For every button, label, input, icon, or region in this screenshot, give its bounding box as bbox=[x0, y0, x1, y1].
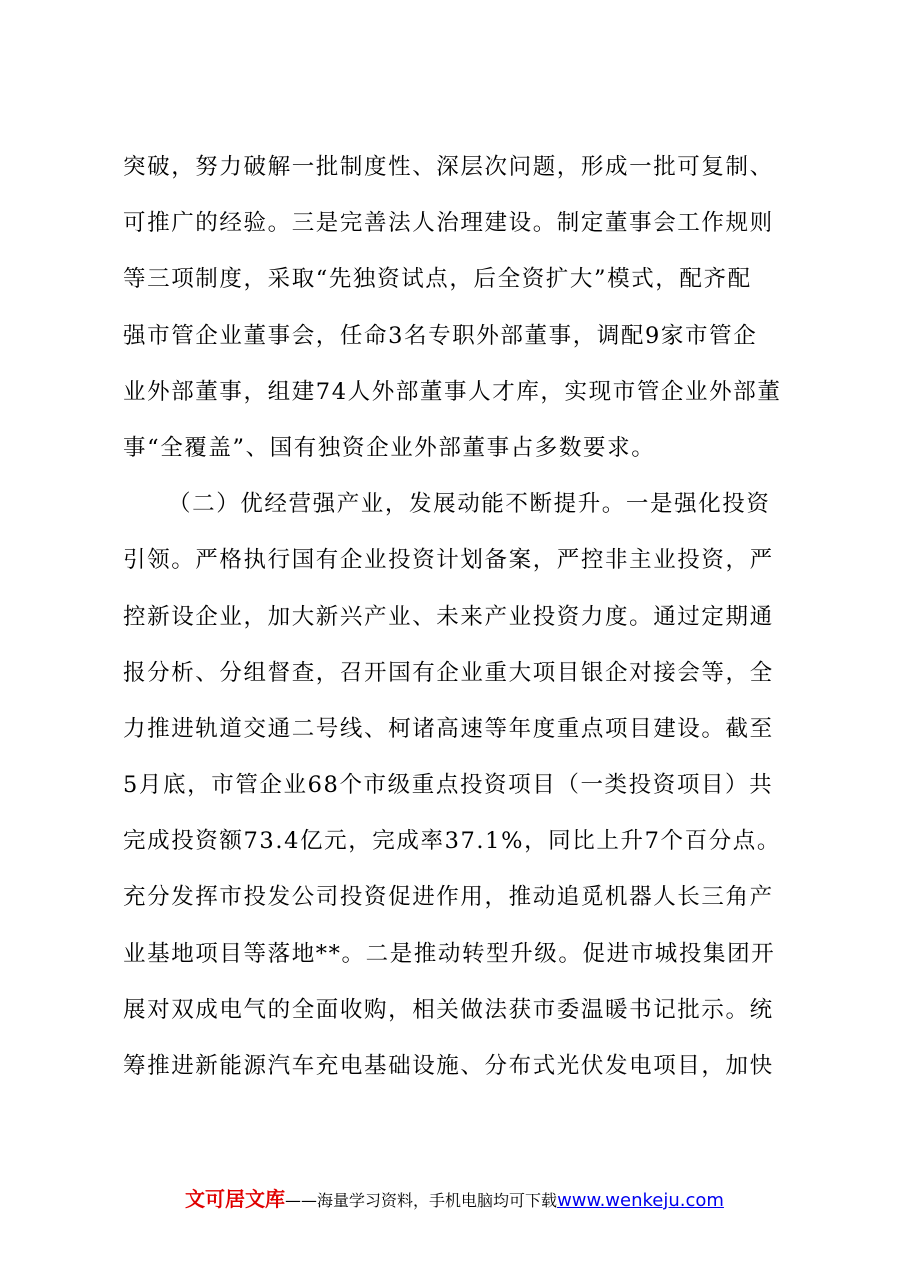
text-line: 强市管企业董事会，任命3名专职外部董事，调配9家市管企 bbox=[123, 322, 758, 349]
text-line: 充分发挥市投发公司投资促进作用，推动追觅机器人长三角产 bbox=[123, 884, 774, 911]
text-line: 可推广的经验。三是完善法人治理建设。制定董事会工作规则 bbox=[123, 210, 774, 237]
text-line: 事“全覆盖”、国有独资企业外部董事占多数要求。 bbox=[123, 434, 656, 461]
section-heading-line: （二）优经营强产业，发展动能不断提升。一是强化投资 bbox=[168, 491, 771, 518]
footer-site-link[interactable]: www.wenkeju.com bbox=[557, 1190, 724, 1211]
footer-banner bbox=[0, 1183, 909, 1212]
text-line: 力推进轨道交通二号线、柯诸高速等年度重点项目建设。截至 bbox=[123, 715, 774, 742]
text-line: 筹推进新能源汽车充电基础设施、分布式光伏发电项目，加快 bbox=[123, 1053, 774, 1079]
text-line: 控新设企业，加大新兴产业、未来产业投资力度。通过定期通 bbox=[123, 603, 774, 630]
body-text bbox=[123, 147, 795, 1102]
text-line: 完成投资额73.4亿元，完成率37.1%，同比上升7个百分点。 bbox=[123, 828, 781, 855]
text-line: 等三项制度，采取“先独资试点，后全资扩大”模式，配齐配 bbox=[123, 266, 752, 293]
footer-slogan: ——海量学习资料，手机电脑均可下载 bbox=[285, 1191, 558, 1210]
text-line: 业外部董事，组建74人外部董事人才库，实现市管企业外部董 bbox=[123, 378, 782, 405]
text-line: 展对双成电气的全面收购，相关做法获市委温暖书记批示。统 bbox=[123, 996, 774, 1023]
text-line: 业基地项目等落地**。二是推动转型升级。促进市城投集团开 bbox=[123, 940, 776, 967]
text-line: 报分析、分组督查，召开国有企业重大项目银企对接会等，全 bbox=[123, 659, 774, 686]
text-line: 5月底，市管企业68个市级重点投资项目（一类投资项目）共 bbox=[123, 772, 774, 799]
text-line: 突破，努力破解一批制度性、深层次问题，形成一批可复制、 bbox=[123, 154, 774, 180]
text-line: 引领。严格执行国有企业投资计划备案，严控非主业投资，严 bbox=[123, 547, 774, 574]
footer-brand: 文可居文库 bbox=[185, 1187, 286, 1211]
